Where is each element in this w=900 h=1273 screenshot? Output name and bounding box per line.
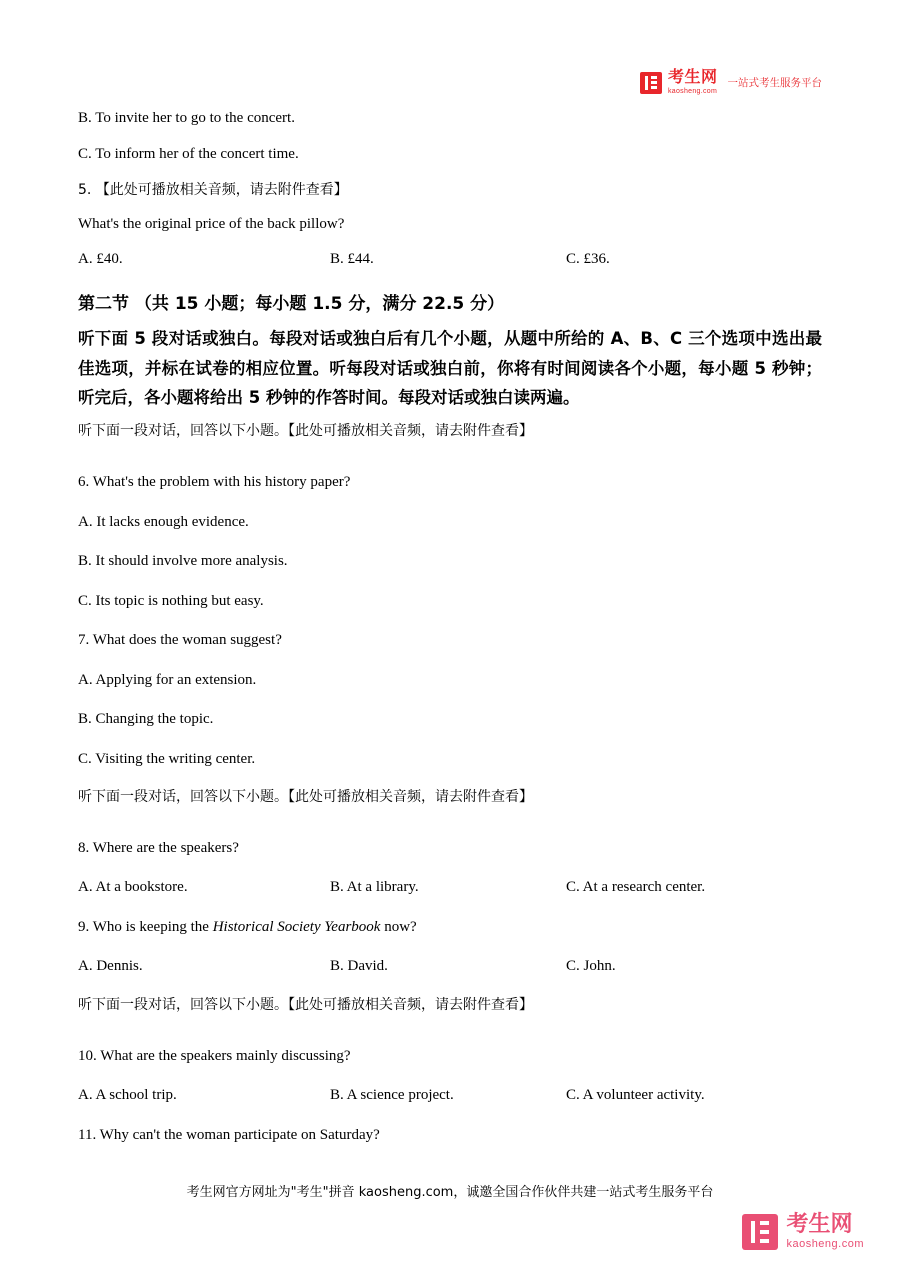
header-brand-name: 考生网 — [667, 69, 718, 86]
question-7-option-c: C. Visiting the writing center. — [78, 750, 256, 767]
question-9-option-b: B. David. — [330, 958, 388, 975]
question-7-stem: 7. What does the woman suggest? — [78, 632, 282, 649]
footer-note: 考生网官方网址为"考生"拼音 kaosheng.com，诚邀全国合作伙伴共建一站式考生服务平台 — [186, 1185, 714, 1200]
group-1-instruction: 听下面一段对话，回答以下小题。【此处可播放相关音频，请去附件查看】 — [78, 423, 533, 440]
question-10-stem: 10. What are the speakers mainly discussing? — [78, 1047, 351, 1064]
header-brand-text — [668, 70, 718, 95]
header-brand-logo — [640, 70, 822, 95]
question-9-stem — [78, 915, 822, 941]
question-5-option-b: B. £44. — [330, 251, 374, 268]
question-6-option-b: B. It should involve more analysis. — [78, 553, 288, 570]
question-9-option-c: C. John. — [566, 958, 616, 975]
question-9-stem-after: now? — [380, 918, 417, 935]
question-10-option-b: B. A science project. — [330, 1087, 454, 1104]
footer-brand-text — [786, 1213, 864, 1251]
question-8-option-b: B. At a library. — [330, 879, 419, 896]
group-2-instruction: 听下面一段对话，回答以下小题。【此处可播放相关音频，请去附件查看】 — [78, 789, 533, 806]
question-4-option-b: B. To invite her to go to the concert. — [78, 110, 295, 126]
document-body — [78, 106, 822, 1162]
question-7-option-a: A. Applying for an extension. — [78, 671, 257, 688]
section-2-heading: 第二节 （共 15 小题；每小题 1.5 分，满分 22.5 分） — [78, 293, 505, 314]
header-slogan: 一站式考生服务平台 — [727, 77, 822, 89]
question-9-option-a: A. Dennis. — [78, 958, 143, 975]
question-9-stem-title: Historical Society Yearbook — [212, 918, 381, 935]
question-6-option-a: A. It lacks enough evidence. — [78, 513, 249, 530]
question-6-option-c: C. Its topic is nothing but easy. — [78, 592, 264, 609]
footer-brand-logo — [742, 1213, 864, 1251]
question-5-audio-note: 5. 【此处可播放相关音频，请去附件查看】 — [78, 181, 348, 198]
question-5-stem: What's the original price of the back pillow? — [78, 215, 345, 232]
question-7-option-b: B. Changing the topic. — [78, 711, 214, 728]
question-8-option-c: C. At a research center. — [566, 879, 706, 896]
question-8-option-a: A. At a bookstore. — [78, 879, 188, 896]
question-10-option-a: A. A school trip. — [78, 1087, 177, 1104]
section-2-instructions: 听下面 5 段对话或独白。每段对话或独白后有几个小题，从题中所给的 A、B、C 三个选项中选出最佳选项，并标在试卷的相应位置。听每段对话或独白前，你将有时间阅读各个小题，每小题 5 秒钟；听完后，各小题将给出 5 秒钟的作答时间。每段对话或独白读两遍。 — [78, 329, 822, 407]
question-11-stem: 11. Why can't the woman participate on Saturday? — [78, 1126, 380, 1143]
question-5-option-a: A. £40. — [78, 251, 123, 268]
question-10-option-c: C. A volunteer activity. — [566, 1087, 705, 1104]
footer-brand-name: 考生网 — [786, 1212, 853, 1238]
question-8-options — [78, 875, 822, 901]
question-10-options — [78, 1083, 822, 1109]
question-5-options — [78, 247, 822, 273]
question-6-stem: 6. What's the problem with his history paper? — [78, 474, 351, 491]
kaosheng-logo-icon — [640, 72, 662, 94]
footer-brand-url: kaosheng.com — [786, 1238, 864, 1251]
question-9-stem-before: 9. Who is keeping the — [78, 918, 213, 935]
question-5-option-c: C. £36. — [566, 251, 610, 268]
kaosheng-watermark-icon — [742, 1214, 778, 1250]
question-9-options — [78, 954, 822, 980]
group-3-instruction: 听下面一段对话，回答以下小题。【此处可播放相关音频，请去附件查看】 — [78, 996, 533, 1013]
header-brand-url: kaosheng.com — [667, 88, 718, 95]
question-4-option-c: C. To inform her of the concert time. — [78, 145, 299, 162]
question-8-stem: 8. Where are the speakers? — [78, 839, 239, 856]
